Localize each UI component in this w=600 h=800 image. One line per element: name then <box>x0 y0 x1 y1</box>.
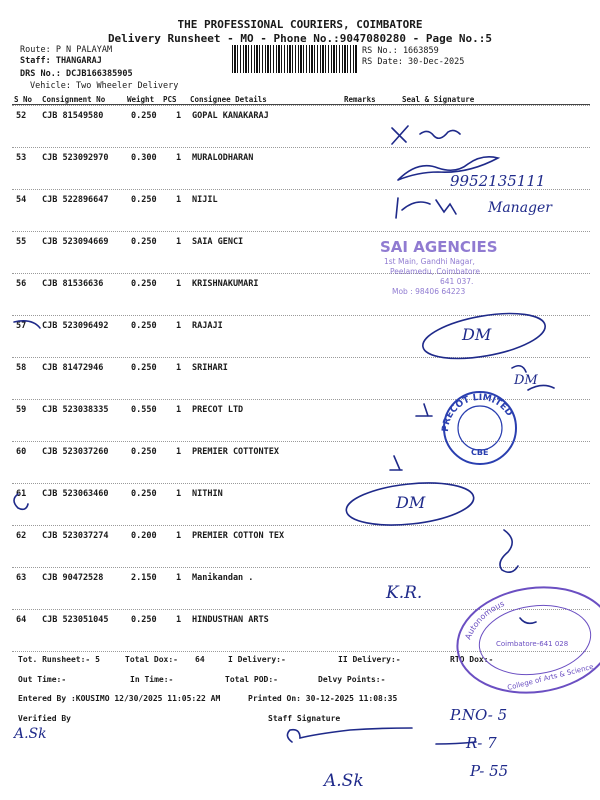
in-time: In Time:- <box>130 675 174 684</box>
row-pcs: 1 <box>176 237 182 247</box>
col-weight: Weight <box>127 95 155 104</box>
row-consignment: CJB 90472528 <box>42 573 104 583</box>
row-consignment: CJB 522896647 <box>42 195 109 205</box>
signature-row-54 <box>396 198 456 218</box>
row-weight: 0.250 <box>131 489 157 499</box>
handwritten-dm-61: DM <box>396 493 426 512</box>
row-pcs: 1 <box>176 153 182 163</box>
total-pod: Total POD:- <box>225 675 278 684</box>
row-consignee: NIJIL <box>192 195 218 205</box>
handwritten-r: R- 7 <box>466 734 497 752</box>
row-pcs: 1 <box>176 615 182 625</box>
vehicle-label: Vehicle: Two Wheeler Delivery <box>30 81 179 91</box>
row-weight: 0.250 <box>131 279 157 289</box>
row-sno: 59 <box>16 405 27 415</box>
row-pcs: 1 <box>176 573 182 583</box>
row-weight: 0.200 <box>131 531 157 541</box>
row-sno: 58 <box>16 363 27 373</box>
row-sno: 64 <box>16 615 27 625</box>
row-61-circle <box>14 494 28 509</box>
row-sno: 63 <box>16 573 27 583</box>
printed-on: Printed On: 30-12-2025 11:08:35 <box>248 694 398 703</box>
stamp-precot-city: CBE <box>471 448 489 457</box>
row-pcs: 1 <box>176 405 182 415</box>
precot-stamp <box>441 392 516 464</box>
row-pcs: 1 <box>176 279 182 289</box>
row-pcs: 1 <box>176 531 182 541</box>
handwritten-pno: P.NO- 5 <box>450 706 508 724</box>
row-weight: 0.250 <box>131 363 157 373</box>
col-consignee: Consignee Details <box>190 95 267 104</box>
sai-agencies-stamp <box>380 238 498 296</box>
tot-runsheet: Tot. Runsheet:- 5 <box>18 655 100 664</box>
row-weight: 0.250 <box>131 447 157 457</box>
row-consignment: CJB 523063460 <box>42 489 109 499</box>
handwritten-initials-bottom: A.Sk <box>324 771 364 791</box>
stamp-college-line2: College of Arts & Science <box>506 662 595 692</box>
handwritten-manager: Manager <box>488 200 552 216</box>
row-weight: 0.250 <box>131 615 157 625</box>
signature-row-59 <box>416 404 432 416</box>
staff-label: Staff: THANGARAJ <box>20 56 102 66</box>
signature-row-60 <box>390 456 402 470</box>
row-consignee: SRIHARI <box>192 363 228 373</box>
row-sno: 54 <box>16 195 27 205</box>
svg-text:Autonomous <box>463 599 505 641</box>
row-consignment: CJB 523038335 <box>42 405 109 415</box>
row-sno: 57 <box>16 321 27 331</box>
row-consignment: CJB 523094669 <box>42 237 109 247</box>
stamp-college-line1: Autonomous <box>463 599 506 641</box>
svg-text:PRECOT LIMITED <box>441 393 514 432</box>
row-consignee: RAJAJI <box>192 321 223 331</box>
rto-dox: RTO Dox:- <box>450 655 494 664</box>
stamp-college-line3: Coimbatore-641 028 <box>496 640 569 648</box>
col-consignment: Consignment No <box>42 95 106 104</box>
row-consignment: CJB 523037260 <box>42 447 109 457</box>
rs-date: RS Date: 30-Dec-2025 <box>362 57 465 67</box>
row-pcs: 1 <box>176 111 182 121</box>
row-consignee: Manikandan . <box>192 573 254 583</box>
row-pcs: 1 <box>176 321 182 331</box>
row-weight: 2.150 <box>131 573 157 583</box>
staff-signature-label: Staff Signature <box>268 714 341 723</box>
college-stamp <box>451 578 600 703</box>
row-sno: 56 <box>16 279 27 289</box>
row-consignee: PREMIER COTTON TEX <box>192 531 285 541</box>
row-consignee: PREMIER COTTONTEX <box>192 447 279 457</box>
out-time: Out Time:- <box>18 675 67 684</box>
row-consignee: GOPAL KANAKARAJ <box>192 111 269 121</box>
col-remarks: Remarks <box>344 95 376 104</box>
handwritten-p: P- 55 <box>470 762 509 780</box>
route-label: Route: P N PALAYAM <box>20 45 113 55</box>
row-sno: 53 <box>16 153 27 163</box>
row-weight: 0.250 <box>131 195 157 205</box>
row-consignee: SAIA GENCI <box>192 237 244 247</box>
row-weight: 0.550 <box>131 405 157 415</box>
signature-row-52 <box>392 126 460 144</box>
handwritten-kr: K.R. <box>386 583 423 603</box>
row-consignment: CJB 523051045 <box>42 615 109 625</box>
company-title: THE PROFESSIONAL COURIERS, COIMBATORE <box>177 18 423 31</box>
row-weight: 0.250 <box>131 321 157 331</box>
delvy-points: Delvy Points:- <box>318 675 386 684</box>
handwritten-phone: 9952135111 <box>450 172 546 190</box>
stamp-precot-name: PRECOT LIMITED <box>440 392 515 433</box>
row-consignee: PRECOT LTD <box>192 405 244 415</box>
col-pcs: PCS <box>163 95 177 104</box>
handwritten-dm-58: DM <box>514 373 538 388</box>
stamp-sai-line4: Mob : 98406 64223 <box>392 287 466 296</box>
row-pcs: 1 <box>176 195 182 205</box>
total-dox-label: Total Dox:- <box>125 655 178 664</box>
row-weight: 0.250 <box>131 111 157 121</box>
row-consignment: CJB 81536636 <box>42 279 104 289</box>
total-dox-value: 64 <box>195 655 205 664</box>
verified-by-label: Verified By <box>18 714 71 723</box>
row-sno: 62 <box>16 531 27 541</box>
runsheet-subtitle: Delivery Runsheet - MO - Phone No.:9047080280 - Page No.:5 <box>107 32 493 45</box>
row-pcs: 1 <box>176 363 182 373</box>
row-sno: 60 <box>16 447 27 457</box>
row-57-circle <box>14 321 40 328</box>
drs-number: DRS No.: DCJB166385905 <box>20 69 133 79</box>
row-consignment: CJB 523096492 <box>42 321 109 331</box>
row-consignment: CJB 81472946 <box>42 363 104 373</box>
row-consignment: CJB 523092970 <box>42 153 109 163</box>
row-consignee: NITHIN <box>192 489 223 499</box>
row-consignee: HINDUSTHAN ARTS <box>192 615 269 625</box>
row-pcs: 1 <box>176 489 182 499</box>
stamp-sai-line1: 1st Main, Gandhi Nagar, <box>384 257 475 266</box>
i-delivery: I Delivery:- <box>228 655 286 664</box>
row-weight: 0.300 <box>131 153 157 163</box>
row-consignee: MURALODHARAN <box>192 153 254 163</box>
signature-row-64 <box>520 618 536 623</box>
stamp-sai-line3: 641 037. <box>440 277 474 286</box>
row-sno: 55 <box>16 237 27 247</box>
row-consignment: CJB 81549580 <box>42 111 104 121</box>
rs-number: RS No.: 1663859 <box>362 46 439 56</box>
handwritten-dm-57: DM <box>462 325 492 344</box>
staff-signature-scrawl <box>287 728 412 742</box>
col-sno: S No <box>14 95 33 104</box>
row-consignee: KRISHNAKUMARI <box>192 279 259 289</box>
row-weight: 0.250 <box>131 237 157 247</box>
row-pcs: 1 <box>176 447 182 457</box>
ii-delivery: II Delivery:- <box>338 655 401 664</box>
row-consignment: CJB 523037274 <box>42 531 109 541</box>
col-seal-signature: Seal & Signature <box>402 95 475 104</box>
signature-row-62 <box>500 530 518 572</box>
row-sno: 61 <box>16 489 27 499</box>
handwritten-initials-verified: A.Sk <box>14 726 47 742</box>
stamp-sai-name: SAI AGENCIES <box>380 238 498 256</box>
row-sno: 52 <box>16 111 27 121</box>
entered-by: Entered By :KOUSIMO 12/30/2025 11:05:22 AM <box>18 694 221 703</box>
stamp-sai-line2: Peelamedu, Coimbatore <box>390 267 480 276</box>
